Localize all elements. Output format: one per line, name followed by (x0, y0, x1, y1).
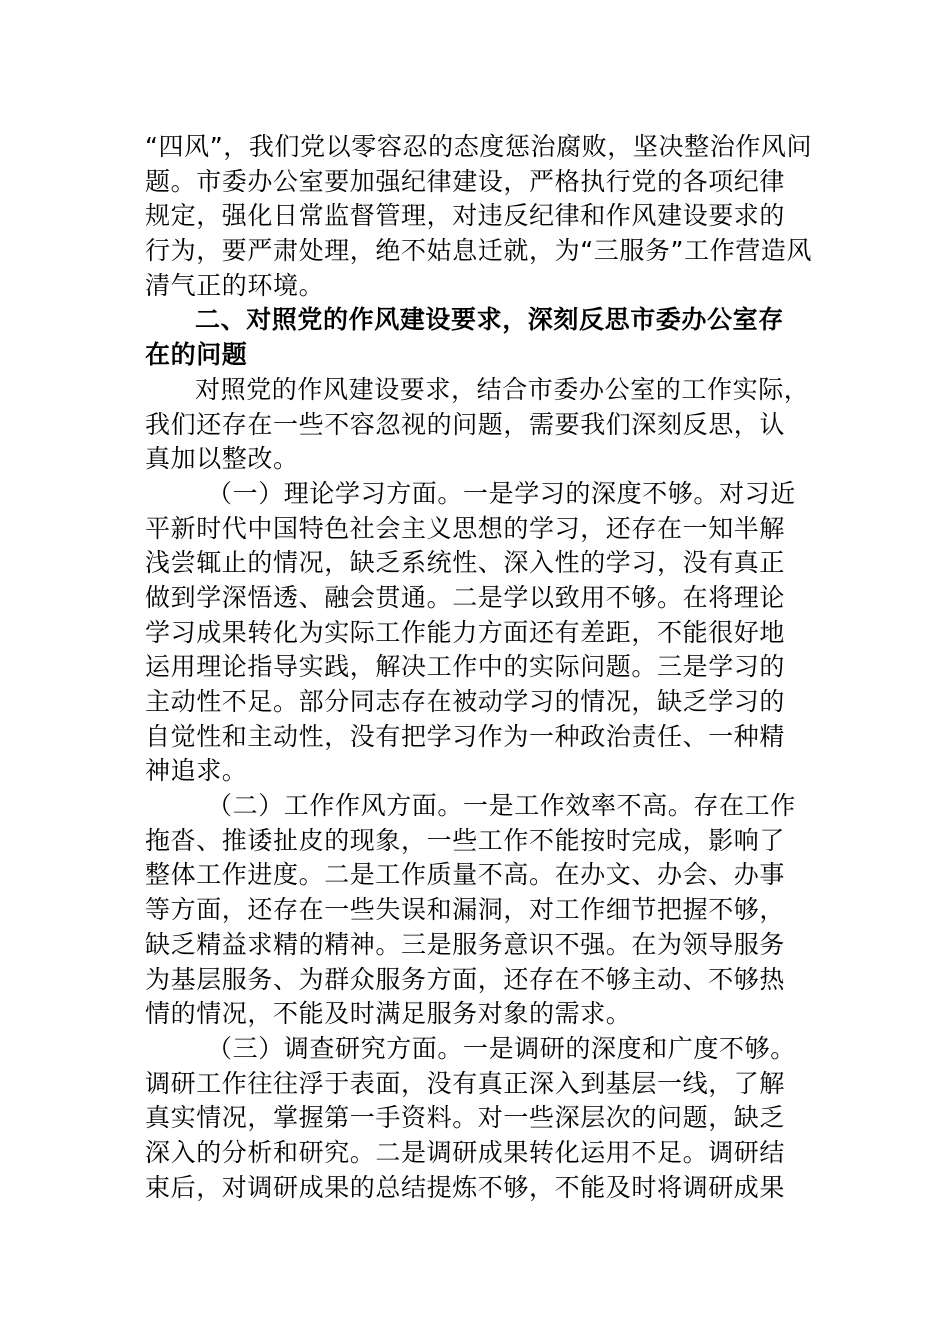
text-line: 神追求。 (145, 756, 248, 786)
text-line: 做到学深悟透、融会贯通。二是学以致用不够。在将理论 (145, 582, 786, 612)
section-heading: 二、对照党的作风建设要求，深刻反思市委办公室存 (195, 305, 784, 335)
text-line: 整体工作进度。二是工作质量不高。在办文、办会、办事 (145, 860, 786, 890)
text-line: 拖沓、推诿扯皮的现象，一些工作不能按时完成，影响了 (145, 825, 786, 855)
text-line: 深入的分析和研究。二是调研成果转化运用不足。调研结 (145, 1137, 786, 1167)
text-line: 真实情况，掌握第一手资料。对一些深层次的问题，缺乏 (145, 1103, 786, 1133)
text-line: 学习成果转化为实际工作能力方面还有差距，不能很好地 (145, 617, 786, 647)
text-line: 题。市委办公室要加强纪律建设，严格执行党的各项纪律 (145, 166, 786, 196)
text-line: 对照党的作风建设要求，结合市委办公室的工作实际， (195, 374, 810, 404)
text-line: 自觉性和主动性，没有把学习作为一种政治责任、一种精 (145, 721, 786, 751)
subsection-line: （一）理论学习方面。一是学习的深度不够。对习近 (207, 478, 796, 508)
text-line: “四风”，我们党以零容忍的态度惩治腐败，坚决整治作风问 (145, 132, 813, 161)
document-body (145, 130, 835, 1205)
text-line: 主动性不足。部分同志存在被动学习的情况，缺乏学习的 (145, 687, 786, 716)
text-line: 调研工作往往浮于表面，没有真正深入到基层一线，了解 (145, 1068, 786, 1098)
text-line: 规定，强化日常监督管理，对违反纪律和作风建设要求的 (145, 201, 786, 231)
text-line: 等方面，还存在一些失误和漏洞，对工作细节把握不够， (145, 895, 786, 925)
text-line: 我们还存在一些不容忽视的问题，需要我们深刻反思，认 (145, 409, 786, 439)
text-line: 平新时代中国特色社会主义思想的学习，还存在一知半解 (145, 513, 786, 543)
text-line: 真加以整改。 (145, 444, 299, 474)
text-line: 情的情况，不能及时满足服务对象的需求。 (145, 999, 632, 1029)
subsection-line: （三）调查研究方面。一是调研的深度和广度不够。 (207, 1033, 796, 1063)
text-line: 浅尝辄止的情况，缺乏系统性、深入性的学习，没有真正 (145, 548, 786, 578)
text-line: 为基层服务、为群众服务方面，还存在不够主动、不够热 (145, 964, 786, 994)
text-line: 清气正的环境。 (145, 270, 325, 300)
subsection-line: （二）工作作风方面。一是工作效率不高。存在工作 (207, 791, 796, 821)
text-line: 行为，要严肃处理，绝不姑息迁就，为“三服务”工作营造风 (145, 236, 813, 266)
section-heading-continued: 在的问题 (145, 340, 248, 370)
text-line: 束后，对调研成果的总结提炼不够，不能及时将调研成果 (145, 1172, 786, 1202)
text-line: 运用理论指导实践，解决工作中的实际问题。三是学习的 (145, 652, 786, 682)
text-line: 缺乏精益求精的精神。三是服务意识不强。在为领导服务 (145, 929, 786, 959)
